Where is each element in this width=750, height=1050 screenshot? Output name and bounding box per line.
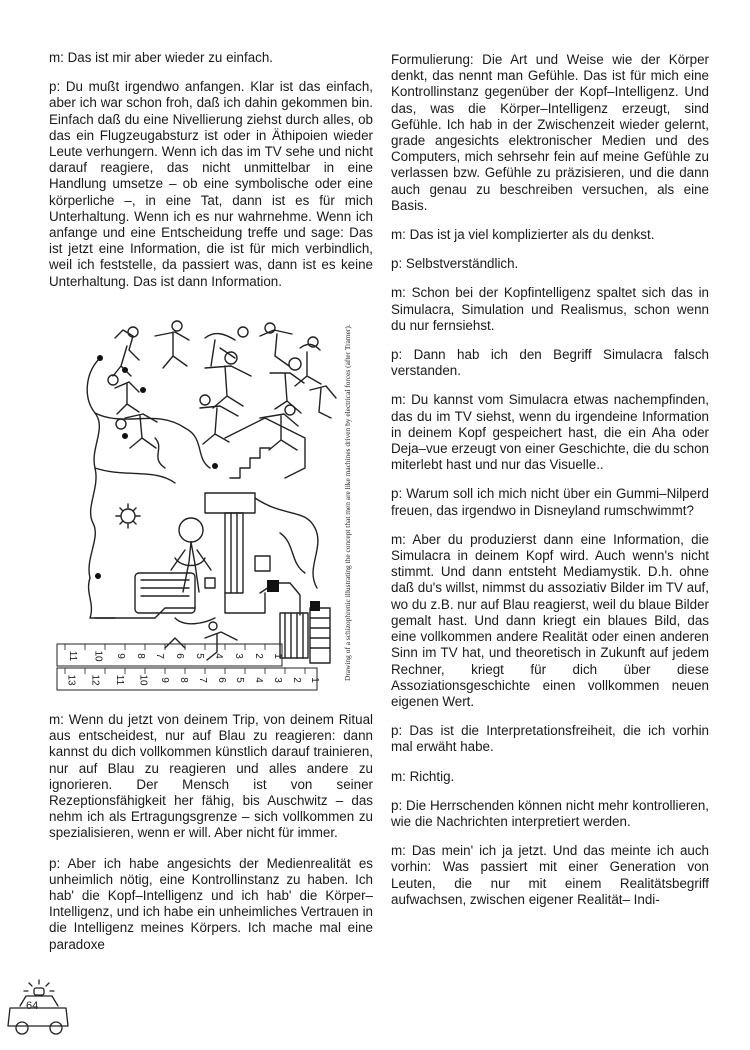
ruler-label: 5 [234, 677, 246, 683]
paragraph: p: Die Herrschenden können nicht mehr kontrollieren, wie die Nachrichten interpretiert werden. [391, 797, 709, 829]
ruler-label: 8 [177, 677, 189, 683]
ruler-labels-bottom [57, 670, 321, 690]
paragraph: m: Aber du produzierst dann eine Information, die Simulacra in deinem Kopf wird. Auch wenn's nicht stimmt. Und dann entsteht Mediamystik. D.h. ohne daß du's willst, nimmst du assoziativ Bilder im TV auf, wo du z.B. nur auf Blau reagierst, weil du blaue Bilder gemalt hast. Und dann kriegt ein blaues Bild, das eine vollkommen andere Realität oder einen anderen Sinn im TV hat, und theoretisch in Zukunft auf jedem Rechner, kriegt für dich über diese Assoziationsgeschichte einen vollkommen neuen eigenen Wert. [391, 531, 709, 709]
paragraph: p: Das ist die Interpretationsfreiheit, die ich vorhin mal erwäht habe. [391, 723, 709, 755]
ruler-label: 2 [252, 653, 264, 659]
paragraph: m: Das ist ja viel komplizierter als du denkst. [391, 227, 655, 243]
paragraph: p: Dann hab ich den Begriff Simulacra falsch verstanden. [391, 347, 709, 379]
paragraph: p: Selbstverständlich. [391, 256, 519, 272]
paragraph: m: Richtig. [391, 768, 455, 784]
ruler-label: 1 [272, 653, 284, 659]
left-column-bottom [49, 712, 373, 967]
ruler-label: 3 [271, 677, 283, 683]
ruler-label: 9 [159, 677, 171, 683]
ruler-label: 8 [134, 653, 146, 659]
ruler-label: 3 [232, 653, 244, 659]
paragraph: Formulierung: Die Art und Weise wie der Körper denkt, das nennt man Gefühle. Das ist für mich eine Kontrollinstanz gegenüber der Kopf–Intelligenz. Und das, was die Körper–Intelligenz erzeugt, sind Gefühle. Ich hab in der Zwischenzeit wieder gelernt, grade angesichts elektronischer Medien und des Computers, mich sehrsehr fein auf meine Gefühle zu verlassen bzw. Gefühle zu präzisieren, und die dann auch genau zu beschreiben versuchen, als eine Basis. [391, 52, 709, 213]
police-car-icon [6, 978, 72, 1042]
ruler-label: 11 [113, 674, 125, 686]
ruler-label: 4 [213, 653, 225, 659]
paragraph: p: Aber ich habe angesichts der Medienrealität es unheimlich nötig, eine Kontrollinstanz zu haben. Ich hab' die Kopf–Intelligenz und ich hab' die Körper–Intelligenz, und ich habe ein unheimliches Vertrauen in die Intelligenz meines Körpers. Ich mache mal eine paradoxe [49, 855, 373, 952]
ruler-labels-top [57, 646, 282, 666]
ruler-label: 4 [252, 677, 264, 683]
ruler-label: 7 [196, 677, 208, 683]
paragraph: m: Wenn du jetzt von deinem Trip, von deinem Ritual aus entscheidest, nur auf Blau zu reagieren: dann kannst du dich vollkommen künstlich darauf trainieren, nur auf Blau zu reagieren und alles andere zu ignorieren. Der Mensch ist von seiner Rezeptionsfähigkeit her fähig, bis Auschwitz – das nehm ich als Ertragungsgrenze – sich vollkommen zu spezialisieren, wenn er will. Aber nicht für immer. [49, 712, 373, 841]
paragraph: m: Das ist mir aber wieder zu einfach. [49, 50, 273, 65]
ruler-label: 13 [65, 674, 77, 686]
page-number: 64 [26, 1000, 39, 1012]
figure-caption [339, 325, 369, 685]
ruler-label: 1 [309, 677, 321, 683]
left-column-top [49, 50, 373, 303]
paragraph: p: Warum soll ich mich nicht über ein Gummi–Nilperd freuen, das irgendwo in Disneyland rumschwimmt? [391, 486, 709, 518]
ruler-label: 10 [92, 650, 104, 662]
ruler-label: 6 [215, 677, 227, 683]
paragraph: m: Du kannst vom Simulacra etwas nachempfinden, das du im TV siehst, wenn du irgendeine Information in deinem Kopf gespeichert hast, die ein Aha oder Deja–vue erzeugt von einer Geschichte, die du schon miterlebt hast und nur das Visuelle.. [391, 392, 709, 473]
paragraph: m: Schon bei der Kopfintelligenz spaltet sich das in Simulacra, Simulation und Realismus, schon wenn du nur fernsiehst. [391, 285, 709, 333]
paragraph: p: Du mußt irgendwo anfangen. Klar ist das einfach, aber ich war schon froh, daß ich dahin gekommen bin. Einfach daß du eine Nivellierung ziehst durch alles, ob das ein Flugzeugabsturz ist oder in Äthipoien wieder Leute verhungern. Wenn ich das im TV sehe und nicht darauf reagiere, das nicht unmittelbar in eine Handlung umsetze – ob eine symbolische oder eine körperliche –, in eine Tat, dann ist es für mich Unterhaltung. Wenn ich es nur wahrnehme. Wenn ich anfange und eine Entscheidung treffe und sage: Das ist jetzt eine Information, die ist für mich verbindlich, weil ich feststelle, da passiert was, dann ist es keine Unterhaltung. Das ist dann Information. [49, 79, 373, 289]
right-column [391, 52, 709, 921]
ruler-label: 9 [114, 653, 126, 659]
ruler-label: 11 [67, 650, 79, 662]
ruler-label: 5 [193, 653, 205, 659]
ruler-label: 7 [153, 653, 165, 659]
figure-caption-text: Drawing of a schizophrenic illustrating the concept that men are like machines driven by electrical forces (after Tramer). [343, 324, 352, 681]
page-number-badge [6, 978, 72, 1042]
paragraph: m: Das mein' ich ja jetzt. Und das meinte ich auch vorhin: Was passiert mit einer Generation von Leuten, die nur mit einem Realitätsbegriff aufwachsen, zwischen eigener Realität– Indi- [391, 843, 709, 907]
ruler-label: 10 [137, 674, 149, 686]
ruler-label: 12 [89, 674, 101, 686]
ruler-label: 2 [290, 677, 302, 683]
ruler-label: 6 [173, 653, 185, 659]
machine-drawing-figure [55, 318, 340, 693]
machine-drawing-illustration [55, 318, 340, 693]
